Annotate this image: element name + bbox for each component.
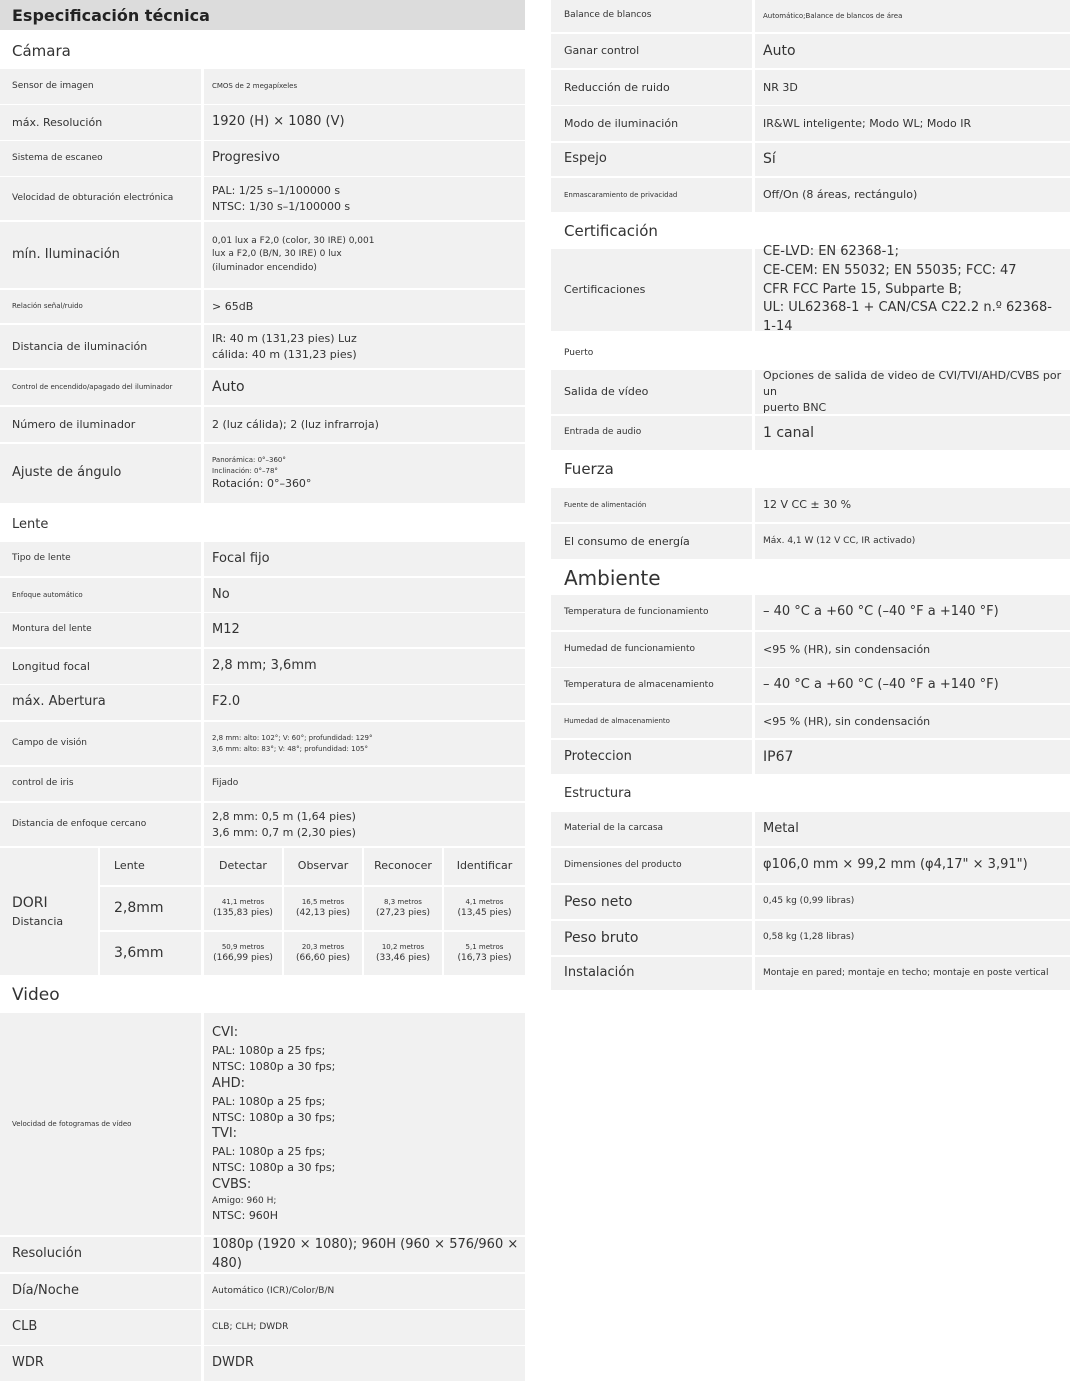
spec-value bbox=[755, 632, 1070, 667]
spec-row bbox=[0, 290, 525, 323]
spec-label: Humedad de funcionamiento bbox=[551, 632, 752, 667]
spec-label: Montura del lente bbox=[0, 613, 201, 647]
spec-row bbox=[551, 885, 1070, 919]
spec-value-line: cálida: 40 m (131,23 pies) bbox=[212, 347, 357, 361]
dori-text: 5,1 metros bbox=[465, 942, 504, 951]
dori-text: Lente bbox=[114, 859, 145, 873]
section-environment bbox=[564, 561, 1070, 594]
dori-lens-0 bbox=[100, 887, 201, 930]
spec-value bbox=[204, 325, 525, 368]
spec-label: Control de encendido/apagado del iluminador bbox=[0, 370, 201, 405]
spec-value-text: Máx. 4,1 W (12 V CC, IR activado) bbox=[763, 535, 916, 546]
dori-text: 41,1 metros bbox=[221, 897, 265, 906]
dori-text: 3,6mm bbox=[114, 945, 164, 961]
spec-row bbox=[0, 722, 525, 765]
spec-value bbox=[204, 685, 525, 720]
spec-row bbox=[0, 1310, 525, 1345]
spec-value bbox=[204, 444, 525, 503]
dori-text: DORI bbox=[12, 894, 48, 911]
spec-label: Velocidad de obturación electrónica bbox=[0, 177, 201, 220]
dori-cell bbox=[444, 887, 525, 930]
dori-header-detectar bbox=[204, 848, 282, 885]
spec-value bbox=[755, 848, 1070, 883]
spec-value-text: <95 % (HR), sin condensación bbox=[763, 714, 931, 728]
spec-value-line: PAL: 1080p a 25 fps; bbox=[212, 1145, 326, 1159]
spec-row bbox=[0, 542, 525, 576]
spec-value-text: <95 % (HR), sin condensación bbox=[763, 642, 931, 656]
spec-row bbox=[0, 141, 525, 176]
dori-text: 10,2 metros bbox=[381, 942, 425, 951]
spec-label: Sensor de imagen bbox=[0, 69, 201, 104]
spec-value-text: > 65dB bbox=[212, 299, 254, 313]
spec-label: Sistema de escaneo bbox=[0, 141, 201, 176]
spec-value-line: 0,01 lux a F2,0 (color, 30 IRE) 0,001 bbox=[212, 236, 375, 247]
spec-value-text: IR&WL inteligente; Modo WL; Modo IR bbox=[763, 116, 972, 130]
section-port-text: Puerto bbox=[564, 348, 594, 358]
spec-value-text: IP67 bbox=[763, 748, 794, 765]
page-title-text: Especificación técnica bbox=[12, 5, 210, 25]
spec-value bbox=[204, 370, 525, 405]
spec-row bbox=[551, 812, 1070, 846]
spec-value-line: NTSC: 1080p a 30 fps; bbox=[212, 1059, 336, 1073]
section-port bbox=[564, 337, 1070, 369]
spec-row bbox=[0, 1013, 525, 1235]
spec-row bbox=[551, 0, 1070, 32]
spec-value-text: 2 (luz cálida); 2 (luz infrarroja) bbox=[212, 417, 379, 431]
spec-value-line: 2,8 mm: alto: 102°; V: 60°; profundidad: 129° bbox=[212, 734, 373, 743]
spec-value-text: 1080p (1920 × 1080); 960H (960 × 576/960 × 480) bbox=[212, 1236, 519, 1271]
spec-row bbox=[551, 848, 1070, 883]
spec-value bbox=[755, 740, 1070, 774]
spec-value bbox=[204, 542, 525, 576]
spec-label: Peso neto bbox=[551, 885, 752, 919]
spec-label: Número de iluminador bbox=[0, 407, 201, 442]
spec-row bbox=[0, 177, 525, 220]
section-environment-text: Ambiente bbox=[564, 565, 661, 590]
spec-value-text: Automático;Balance de blancos de área bbox=[763, 11, 903, 20]
spec-value-text: Auto bbox=[212, 379, 245, 396]
spec-label: máx. Resolución bbox=[0, 105, 201, 140]
spec-label: Reducción de ruido bbox=[551, 70, 752, 105]
dori-header-observar bbox=[284, 848, 362, 885]
dori-cell bbox=[204, 887, 282, 930]
spec-row bbox=[551, 106, 1070, 141]
spec-label: Enfoque automático bbox=[0, 578, 201, 612]
spec-label: Dimensiones del producto bbox=[551, 848, 752, 883]
spec-value-text: 0,58 kg (1,28 libras) bbox=[763, 932, 855, 943]
spec-value-text: φ106,0 mm × 99,2 mm (φ4,17" × 3,91") bbox=[763, 857, 1028, 873]
spec-value bbox=[204, 1013, 525, 1235]
dori-cell bbox=[284, 887, 362, 930]
spec-row bbox=[0, 578, 525, 612]
spec-label: Modo de iluminación bbox=[551, 106, 752, 141]
spec-row bbox=[551, 243, 1070, 335]
spec-value bbox=[204, 1310, 525, 1345]
spec-value-line: Panorámica: 0°–360° bbox=[212, 456, 286, 465]
spec-value bbox=[755, 812, 1070, 846]
spec-value-line: PAL: 1080p a 25 fps; bbox=[212, 1094, 326, 1108]
dori-text: (33,46 pies) bbox=[375, 953, 431, 963]
section-power bbox=[564, 452, 1070, 486]
dori-header-identificar bbox=[444, 848, 525, 885]
section-certification-text: Certificación bbox=[564, 221, 658, 240]
spec-value-line: Opciones de salida de video de CVI/TVI/AHD/CVBS por un bbox=[763, 369, 1062, 399]
dori-text: 2,8mm bbox=[114, 900, 164, 916]
spec-value bbox=[755, 416, 1070, 450]
spec-label: Fuente de alimentación bbox=[551, 488, 752, 522]
spec-label: Temperatura de almacenamiento bbox=[551, 668, 752, 703]
spec-row bbox=[551, 740, 1070, 774]
dori-text: 50,9 metros bbox=[221, 942, 265, 951]
section-structure-text: Estructura bbox=[564, 786, 632, 801]
spec-label: Entrada de audio bbox=[551, 416, 752, 450]
spec-row bbox=[0, 407, 525, 442]
spec-value bbox=[204, 722, 525, 765]
spec-row bbox=[551, 921, 1070, 955]
spec-row bbox=[0, 105, 525, 140]
spec-value-text: CLB; CLH; DWDR bbox=[212, 1321, 289, 1332]
dori-text: (166,99 pies) bbox=[213, 953, 273, 963]
spec-value bbox=[755, 243, 1070, 335]
spec-row bbox=[551, 705, 1070, 738]
spec-value-line: Inclinación: 0°–78° bbox=[212, 466, 278, 475]
spec-value-text: Off/On (8 áreas, rectángulo) bbox=[763, 188, 918, 202]
dori-cell bbox=[364, 932, 442, 975]
page-title bbox=[0, 0, 525, 30]
spec-label: Certificaciones bbox=[551, 249, 752, 331]
spec-value-line: NTSC: 1080p a 30 fps; bbox=[212, 1110, 336, 1124]
spec-value-line: Rotación: 0°–360° bbox=[212, 476, 312, 490]
spec-value-line: CFR FCC Parte 15, Subparte B; bbox=[763, 281, 962, 297]
spec-row bbox=[0, 1274, 525, 1309]
spec-value bbox=[204, 290, 525, 323]
spec-label: Ganar control bbox=[551, 34, 752, 68]
spec-value bbox=[755, 705, 1070, 738]
spec-value-text: Montaje en pared; montaje en techo; montaje en poste vertical bbox=[763, 967, 1049, 978]
spec-row bbox=[551, 416, 1070, 450]
spec-value-text: No bbox=[212, 586, 230, 602]
spec-value bbox=[755, 488, 1070, 522]
spec-value bbox=[755, 34, 1070, 68]
spec-row bbox=[0, 613, 525, 647]
spec-label: Enmascaramiento de privacidad bbox=[551, 178, 752, 212]
spec-value bbox=[204, 767, 525, 801]
section-video bbox=[12, 978, 525, 1012]
spec-value-text: NR 3D bbox=[763, 80, 798, 94]
spec-label: Humedad de almacenamiento bbox=[551, 705, 752, 738]
spec-value bbox=[204, 578, 525, 612]
spec-value-line: 3,6 mm: alto: 83°; V: 48°; profundidad: 105° bbox=[212, 744, 369, 753]
spec-label: Relación señal/ruido bbox=[0, 290, 201, 323]
spec-value-text: Progresivo bbox=[212, 150, 280, 166]
spec-value-line: NTSC: 960H bbox=[212, 1209, 279, 1223]
spec-value-line: CVI: bbox=[212, 1025, 239, 1040]
spec-value-text: 1 canal bbox=[763, 424, 814, 441]
spec-label: Balance de blancos bbox=[551, 0, 752, 32]
spec-value bbox=[204, 105, 525, 140]
spec-value-line: CE-LVD: EN 62368-1; bbox=[763, 243, 899, 259]
spec-label: Temperatura de funcionamiento bbox=[551, 595, 752, 630]
spec-label: Tipo de lente bbox=[0, 542, 201, 576]
spec-value bbox=[204, 649, 525, 684]
spec-row bbox=[551, 178, 1070, 212]
spec-value bbox=[204, 1274, 525, 1309]
spec-value bbox=[755, 70, 1070, 105]
spec-label: Instalación bbox=[551, 957, 752, 990]
spec-row bbox=[551, 488, 1070, 522]
dori-text: (42,13 pies) bbox=[295, 908, 351, 918]
spec-value-text: – 40 °C a +60 °C (–40 °F a +140 °F) bbox=[763, 677, 999, 693]
dori-cell bbox=[204, 932, 282, 975]
spec-value-text: DWDR bbox=[212, 1355, 254, 1371]
spec-row bbox=[551, 34, 1070, 68]
spec-value-text: Auto bbox=[763, 42, 796, 59]
spec-label: Velocidad de fotogramas de vídeo bbox=[0, 1013, 201, 1235]
spec-row bbox=[0, 222, 525, 288]
section-video-text: Video bbox=[12, 985, 60, 1005]
spec-label: mín. Iluminación bbox=[0, 222, 201, 288]
dori-text: (27,23 pies) bbox=[375, 908, 431, 918]
dori-text: Identificar bbox=[456, 859, 513, 873]
dori-cell bbox=[444, 932, 525, 975]
spec-label: El consumo de energía bbox=[551, 524, 752, 559]
section-camera-text: Cámara bbox=[12, 41, 71, 60]
spec-row bbox=[551, 70, 1070, 105]
spec-value-line: CVBS: bbox=[212, 1177, 252, 1193]
spec-value-line: IR: 40 m (131,23 pies) Luz bbox=[212, 331, 357, 345]
spec-row bbox=[0, 803, 525, 846]
spec-value-line: PAL: 1080p a 25 fps; bbox=[212, 1043, 326, 1057]
spec-value bbox=[755, 668, 1070, 703]
spec-value-text: 12 V CC ± 30 % bbox=[763, 498, 852, 512]
spec-value bbox=[204, 613, 525, 647]
spec-label: CLB bbox=[0, 1310, 201, 1345]
spec-label: Ajuste de ángulo bbox=[0, 444, 201, 503]
spec-row bbox=[551, 370, 1070, 414]
spec-value bbox=[204, 1346, 525, 1381]
spec-label: Longitud focal bbox=[0, 649, 201, 684]
spec-row bbox=[0, 685, 525, 720]
spec-label: Salida de vídeo bbox=[551, 370, 752, 414]
spec-label: Espejo bbox=[551, 143, 752, 176]
spec-value bbox=[204, 222, 525, 288]
spec-value bbox=[755, 143, 1070, 176]
spec-value-line: puerto BNC bbox=[763, 400, 827, 414]
spec-value-text: Automático (ICR)/Color/B/N bbox=[212, 1285, 335, 1296]
spec-value-line: UL: UL62368-1 + CAN/CSA C22.2 n.º 62368-1-14 bbox=[763, 300, 1053, 335]
spec-value-text: CMOS de 2 megapíxeles bbox=[212, 82, 298, 91]
spec-value bbox=[204, 141, 525, 176]
spec-row bbox=[0, 1346, 525, 1381]
spec-row bbox=[551, 668, 1070, 703]
spec-value-line: TVI: bbox=[212, 1126, 238, 1142]
spec-row bbox=[551, 632, 1070, 667]
dori-header-reconocer bbox=[364, 848, 442, 885]
dori-text: (13,45 pies) bbox=[457, 908, 512, 918]
dori-text: Distancia bbox=[12, 914, 64, 928]
spec-label: WDR bbox=[0, 1346, 201, 1381]
spec-value-line: AHD: bbox=[212, 1075, 246, 1091]
spec-value bbox=[755, 595, 1070, 630]
dori-text: Observar bbox=[297, 859, 349, 873]
spec-value-text: Focal fijo bbox=[212, 550, 270, 566]
dori-text: 20,3 metros bbox=[301, 942, 345, 951]
dori-cell bbox=[284, 932, 362, 975]
spec-row bbox=[0, 370, 525, 405]
spec-row bbox=[551, 595, 1070, 630]
spec-label: Resolución bbox=[0, 1237, 201, 1272]
spec-value bbox=[755, 0, 1070, 32]
dori-text: 4,1 metros bbox=[465, 897, 504, 906]
spec-value bbox=[755, 524, 1070, 559]
spec-value-line: PAL: 1/25 s–1/100000 s bbox=[212, 183, 341, 197]
dori-table bbox=[0, 848, 525, 975]
spec-value bbox=[204, 1237, 525, 1272]
spec-value-line: CE-CEM: EN 55032; EN 55035; FCC: 47 bbox=[763, 262, 1017, 278]
spec-label: Material de la carcasa bbox=[551, 812, 752, 846]
spec-value bbox=[755, 957, 1070, 990]
dori-text: (16,73 pies) bbox=[457, 953, 512, 963]
spec-row bbox=[551, 524, 1070, 559]
section-structure bbox=[564, 777, 1070, 810]
spec-row bbox=[0, 444, 525, 503]
spec-value bbox=[204, 69, 525, 104]
spec-value-line: Amigo: 960 H; bbox=[212, 1196, 277, 1206]
spec-value-text: 1920 (H) × 1080 (V) bbox=[212, 114, 345, 130]
spec-value bbox=[755, 885, 1070, 919]
dori-title bbox=[0, 848, 98, 975]
spec-value-line: 3,6 mm: 0,7 m (2,30 pies) bbox=[212, 825, 356, 839]
dori-cell bbox=[364, 887, 442, 930]
spec-value-line: NTSC: 1080p a 30 fps; bbox=[212, 1161, 336, 1175]
spec-value bbox=[755, 370, 1070, 414]
section-power-text: Fuerza bbox=[564, 460, 614, 478]
spec-value-text: Fijado bbox=[212, 778, 239, 789]
spec-label: control de iris bbox=[0, 767, 201, 801]
spec-label: Peso bruto bbox=[551, 921, 752, 955]
spec-row bbox=[0, 325, 525, 368]
dori-text: 16,5 metros bbox=[301, 897, 345, 906]
spec-value-line: (iluminador encendido) bbox=[212, 262, 317, 273]
spec-value bbox=[755, 106, 1070, 141]
section-camera bbox=[12, 34, 525, 67]
spec-label: Distancia de iluminación bbox=[0, 325, 201, 368]
spec-value-line: NTSC: 1/30 s–1/100000 s bbox=[212, 199, 351, 213]
spec-label: Día/Noche bbox=[0, 1274, 201, 1309]
dori-text: (135,83 pies) bbox=[213, 908, 273, 918]
spec-value-text: F2.0 bbox=[212, 694, 241, 710]
dori-text: Reconocer bbox=[374, 859, 432, 873]
spec-value-text: M12 bbox=[212, 621, 240, 637]
spec-row bbox=[0, 767, 525, 801]
dori-lens-header bbox=[100, 848, 201, 885]
spec-label: Campo de visión bbox=[0, 722, 201, 765]
spec-value-text: 0,45 kg (0,99 libras) bbox=[763, 896, 855, 907]
spec-value-text: Metal bbox=[763, 820, 799, 836]
dori-lens-1 bbox=[100, 932, 201, 975]
spec-value-text: 2,8 mm; 3,6mm bbox=[212, 658, 317, 674]
spec-label: máx. Abertura bbox=[0, 685, 201, 720]
spec-value-text: Sí bbox=[763, 151, 776, 168]
spec-value bbox=[755, 178, 1070, 212]
section-lens bbox=[12, 507, 525, 541]
spec-row bbox=[551, 957, 1070, 990]
spec-label: Proteccion bbox=[551, 740, 752, 774]
spec-value bbox=[204, 803, 525, 846]
spec-row bbox=[0, 1237, 525, 1272]
spec-row bbox=[551, 143, 1070, 176]
spec-row bbox=[0, 69, 525, 104]
section-lens-text: Lente bbox=[12, 516, 49, 532]
dori-text: 8,3 metros bbox=[384, 897, 422, 906]
dori-text: Detectar bbox=[219, 859, 267, 873]
spec-value-line: 2,8 mm: 0,5 m (1,64 pies) bbox=[212, 809, 356, 823]
spec-value-text: – 40 °C a +60 °C (–40 °F a +140 °F) bbox=[763, 604, 999, 620]
spec-value bbox=[204, 407, 525, 442]
dori-text: (66,60 pies) bbox=[295, 953, 351, 963]
spec-value bbox=[755, 921, 1070, 955]
spec-row bbox=[0, 649, 525, 684]
spec-value bbox=[204, 177, 525, 220]
spec-value-line: lux a F2,0 (B/N, 30 IRE) 0 lux bbox=[212, 249, 342, 260]
spec-label: Distancia de enfoque cercano bbox=[0, 803, 201, 846]
